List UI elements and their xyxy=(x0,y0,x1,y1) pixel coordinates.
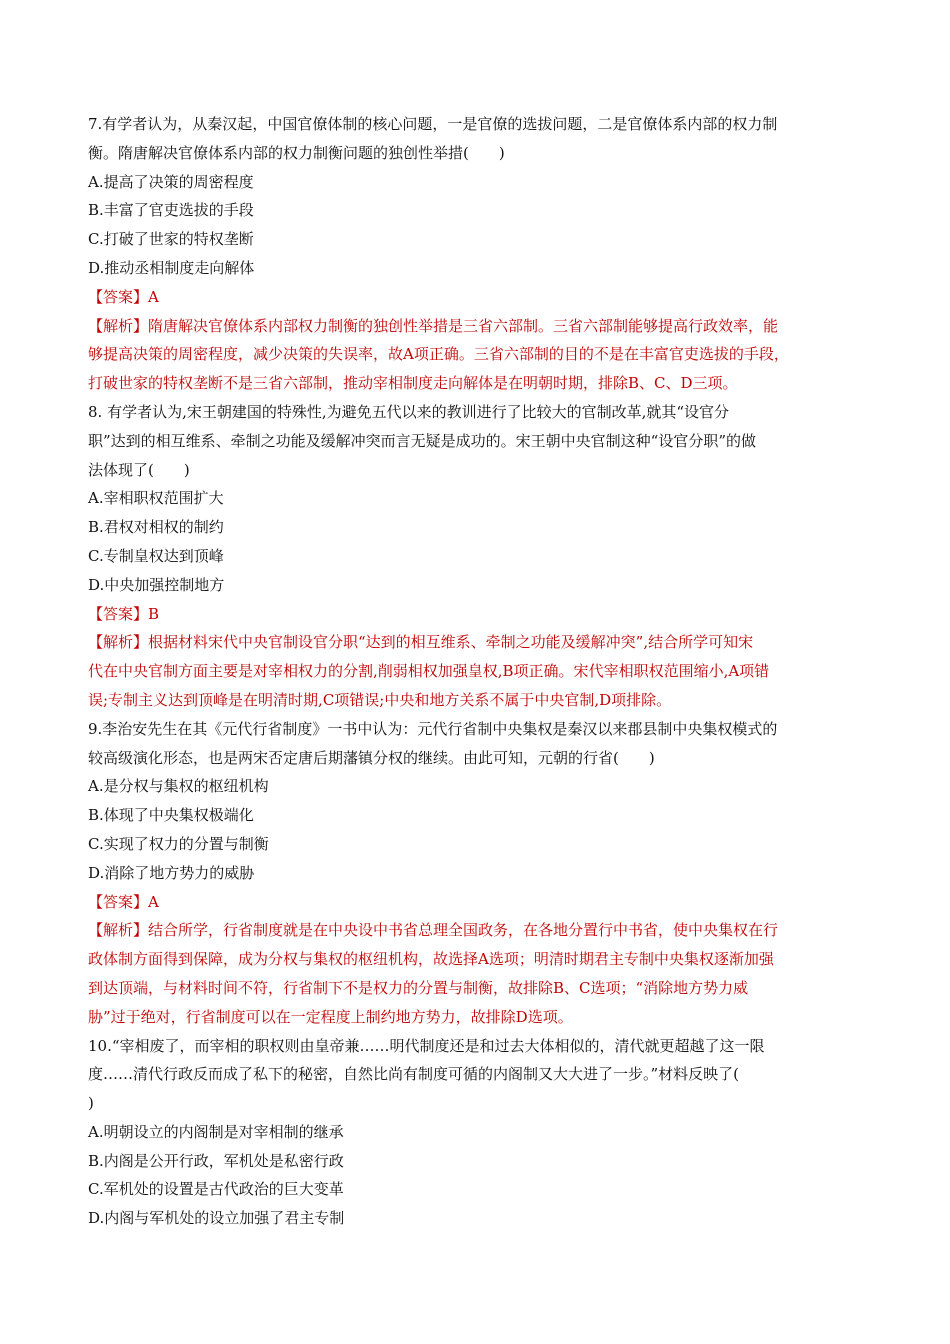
option-c: C.实现了权力的分置与制衡 xyxy=(88,834,269,853)
answer-value: A xyxy=(148,892,159,911)
question-10 xyxy=(88,1032,863,1234)
answer-value: B xyxy=(148,604,160,623)
explanation-text: 误;专制主义达到顶峰是在明清时期,C项错误;中央和地方关系不属于中央官制,D项排除。 xyxy=(88,690,672,709)
explanation-text: 打破世家的特权垄断不是三省六部制，推动宰相制度走向解体是在明朝时期，排除B、C、D三项。 xyxy=(88,374,738,393)
option-a: A.是分权与集权的枢纽机构 xyxy=(88,777,269,796)
explanation-text: 到达顶端，与材料时间不符，行省制下不是权力的分置与制衡，故排除B、C选项；“消除地方势力威 xyxy=(88,978,749,997)
option-d: D.消除了地方势力的威胁 xyxy=(88,863,255,882)
option-a: A.宰相职权范围扩大 xyxy=(88,489,224,508)
option-d: D.内阁与军机处的设立加强了君主专制 xyxy=(88,1209,345,1228)
question-7 xyxy=(88,110,863,398)
question-stem: 较高级演化形态，也是两宋否定唐后期藩镇分权的继续。由此可知，元朝的行省( ) xyxy=(88,748,655,767)
answer-label: 【答案】 xyxy=(88,287,149,306)
option-a: A.明朝设立的内阁制是对宰相制的继承 xyxy=(88,1122,344,1141)
question-stem: ) xyxy=(88,1094,94,1113)
option-b: B.体现了中央集权极端化 xyxy=(88,806,254,825)
question-stem: 7.有学者认为，从秦汉起，中国官僚体制的核心问题，一是官僚的选拔问题，二是官僚体系内部的权力制 xyxy=(88,115,778,133)
answer-line xyxy=(88,600,863,629)
question-stem: 职”达到的相互维系、牵制之功能及缓解冲突而言无疑是成功的。宋王朝中央官制这种“设官分职”的做 xyxy=(88,431,757,450)
question-stem: 衡。隋唐解决官僚体系内部的权力制衡问题的独创性举措( ) xyxy=(88,143,505,162)
question-stem: 度……清代行政反而成了私下的秘密，自然比尚有制度可循的内阁制又大大进了一步。”材料反映了( xyxy=(88,1065,740,1084)
answer-value: A xyxy=(148,287,159,306)
explanation-text: 【解析】根据材料宋代中央官制设官分职“达到的相互维系、牵制之功能及缓解冲突”,结合所学可知宋 xyxy=(88,633,754,652)
option-b: B.君权对相权的制约 xyxy=(88,518,224,537)
option-a: A.提高了决策的周密程度 xyxy=(88,172,254,191)
option-b: B.丰富了官吏选拔的手段 xyxy=(88,201,254,220)
question-stem: 8. 有学者认为,宋王朝建国的特殊性,为避免五代以来的教训进行了比较大的官制改革,就其“设官分 xyxy=(88,402,730,421)
option-c: C.专制皇权达到顶峰 xyxy=(88,546,224,565)
question-8 xyxy=(88,398,863,715)
question-stem: 10.“宰相废了，而宰相的职权则由皇帝兼……明代制度还是和过去大体相似的，清代就更超越了这一限 xyxy=(88,1036,765,1055)
question-stem: 法体现了( ) xyxy=(88,460,190,479)
explanation-text: 政体制方面得到保障，成为分权与集权的枢纽机构，故选择A选项；明清时期君主专制中央集权逐渐加强 xyxy=(88,950,774,969)
option-c: C.军机处的设置是古代政治的巨大变革 xyxy=(88,1180,344,1199)
option-d: D.推动丞相制度走向解体 xyxy=(88,258,255,277)
answer-label: 【答案】 xyxy=(88,604,149,623)
question-9 xyxy=(88,715,863,1032)
explanation-text: 胁”过于绝对，行省制度可以在一定程度上制约地方势力，故排除D选项。 xyxy=(88,1007,573,1026)
document-page xyxy=(88,110,863,1233)
explanation-text: 够提高决策的周密程度，减少决策的失误率，故A项正确。三省六部制的目的不是在丰富官吏选拔的手段， xyxy=(88,345,789,364)
explanation-text: 【解析】结合所学，行省制度就是在中央设中书省总理全国政务，在各地分置行中书省，使中央集权在行 xyxy=(88,921,779,940)
explanation-text: 【解析】隋唐解决官僚体系内部权力制衡的独创性举措是三省六部制。三省六部制能够提高行政效率，能 xyxy=(88,316,779,335)
option-b: B.内阁是公开行政，军机处是私密行政 xyxy=(88,1151,344,1170)
answer-label: 【答案】 xyxy=(88,892,149,911)
question-stem: 9.李治安先生在其《元代行省制度》一书中认为：元代行省制中央集权是秦汉以来郡县制中央集权模式的 xyxy=(88,719,778,738)
explanation-text: 代在中央官制方面主要是对宰相权力的分割,削弱相权加强皇权,B项正确。宋代宰相职权范围缩小,A项错 xyxy=(88,662,770,681)
answer-line xyxy=(88,283,863,312)
answer-line xyxy=(88,888,863,917)
option-d: D.中央加强控制地方 xyxy=(88,575,225,594)
option-c: C.打破了世家的特权垄断 xyxy=(88,230,254,249)
